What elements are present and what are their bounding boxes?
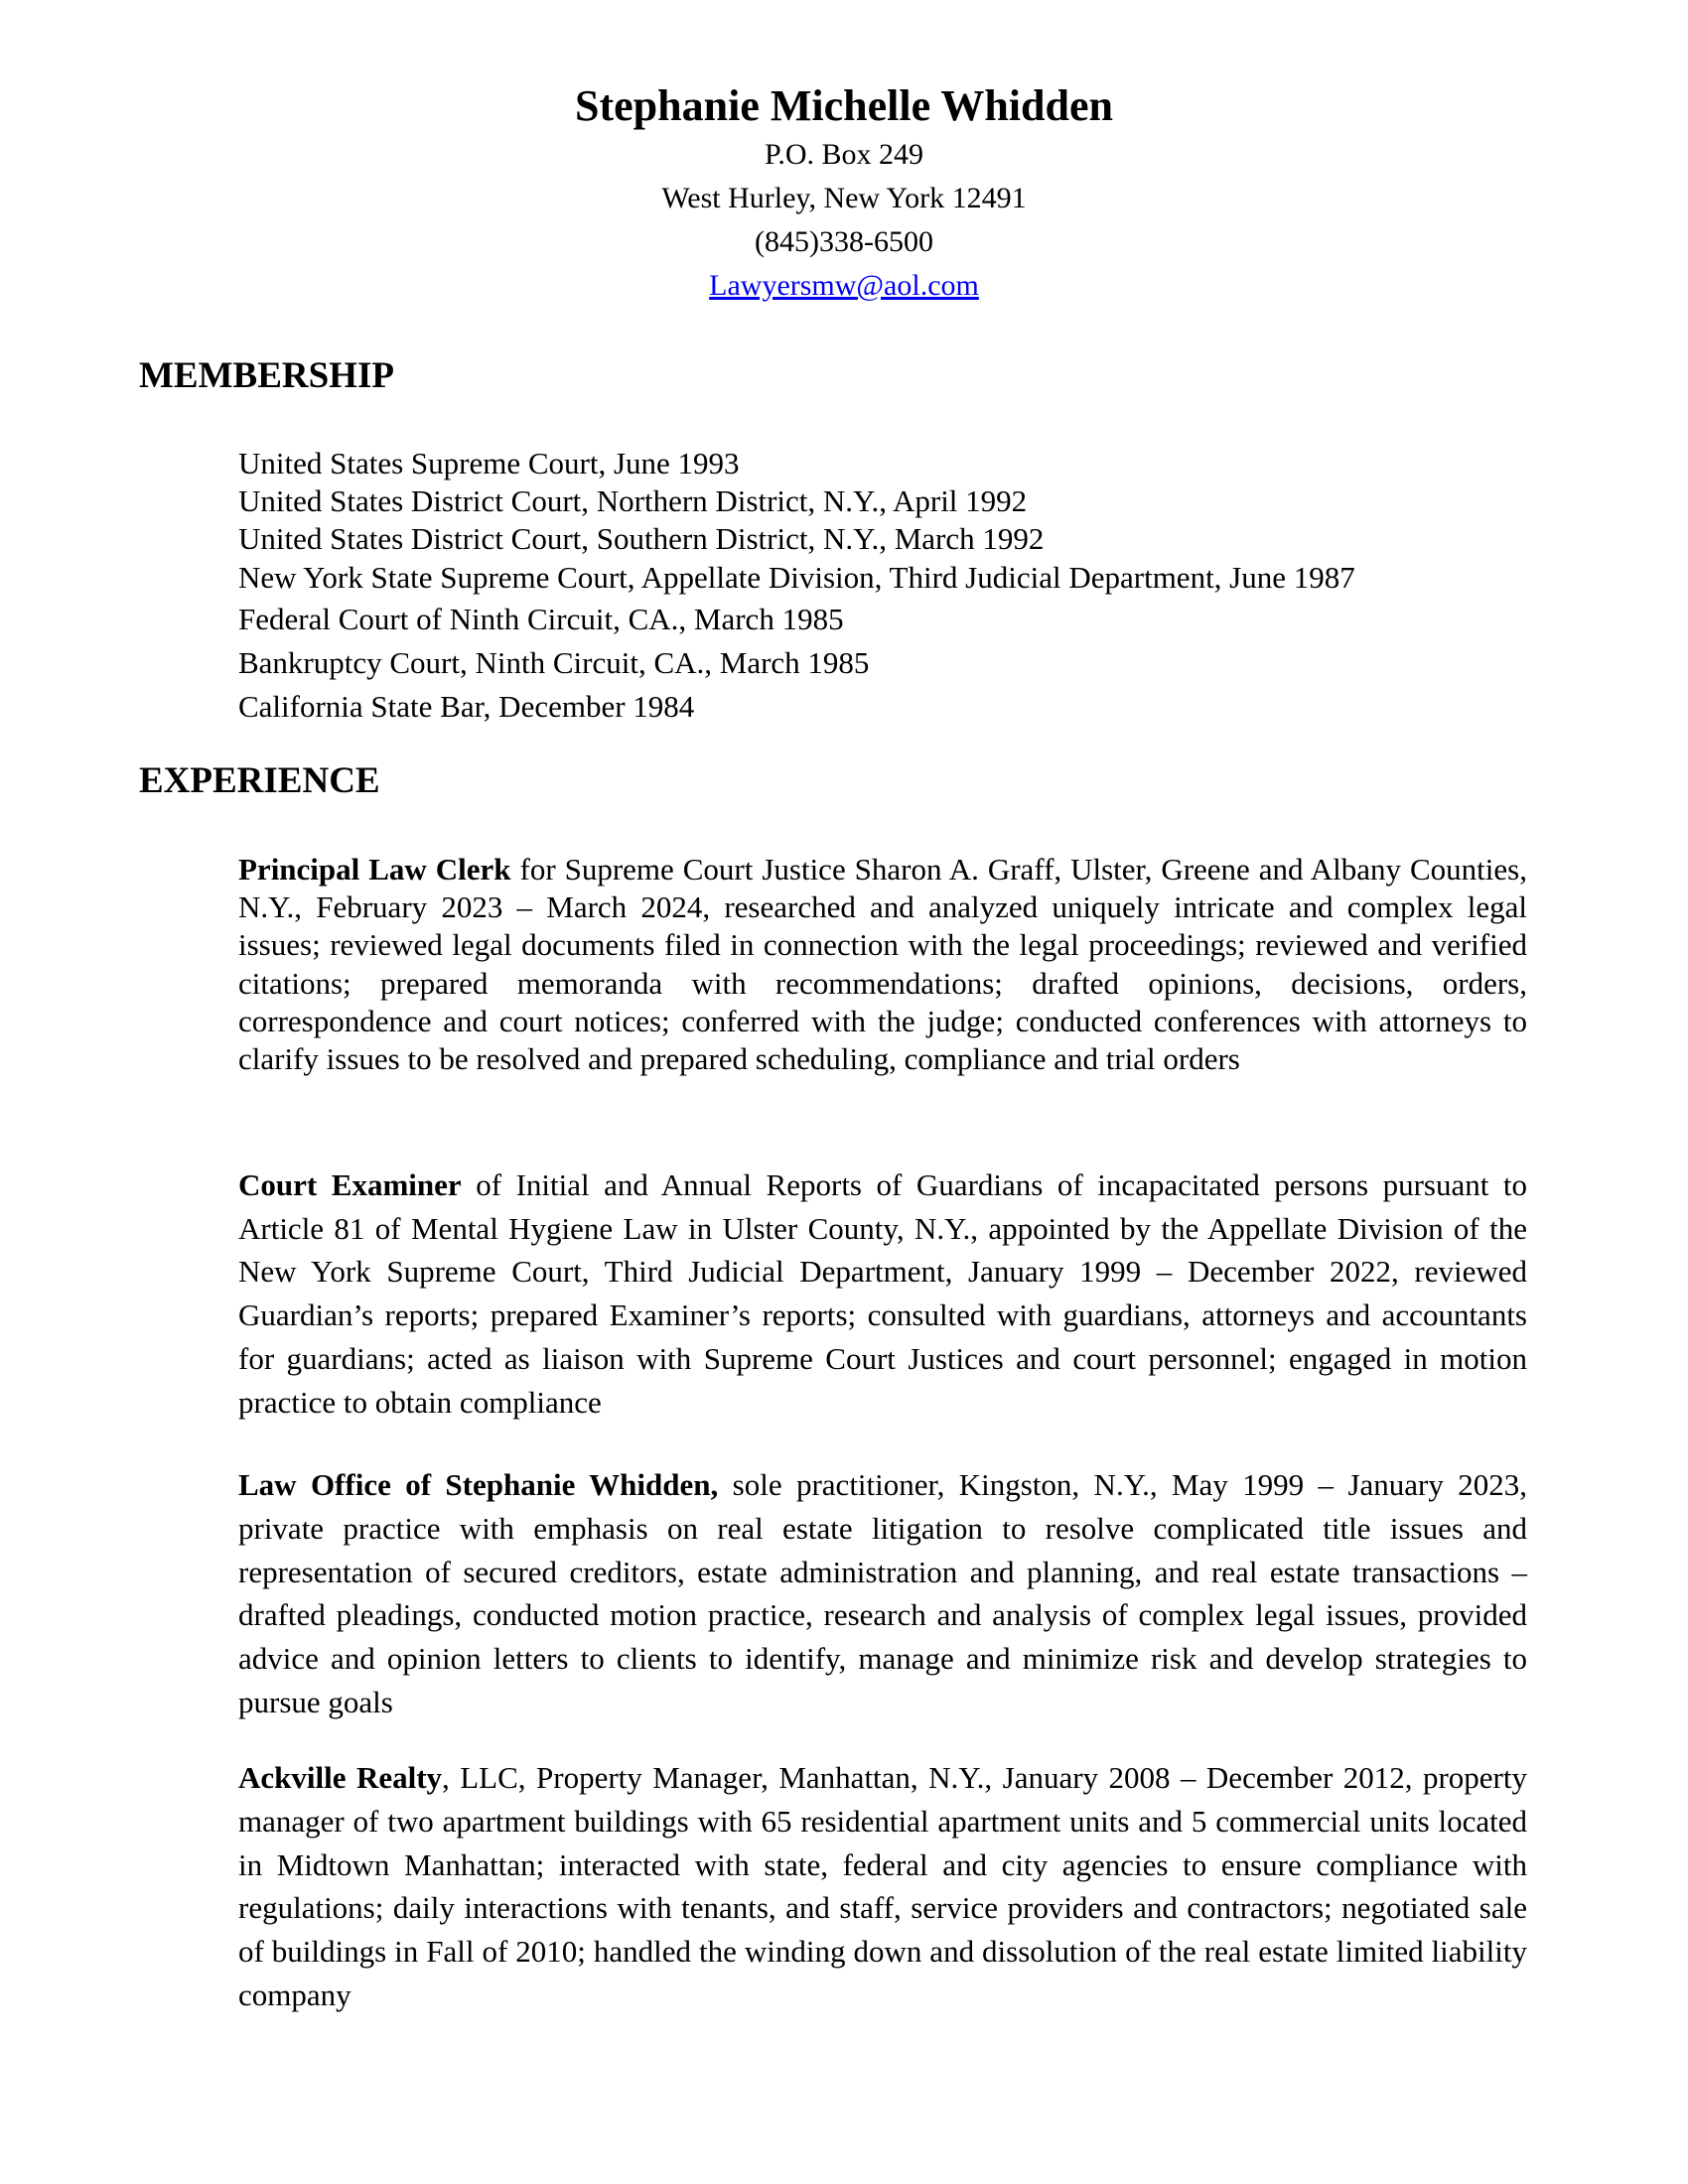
experience-entry-text: , LLC, Property Manager, Manhattan, N.Y., January 2008 – December 2012, property manager of two apartment buildings with 65 residential apartment units and 5 commercial units located in Midtown Manhattan; interacted with state, federal and city agencies to ensure compliance with regulations; daily interactions with tenants, and staff, service providers and contractors; negotiated sale of buildings in Fall of 2010; handled the winding down and dissolution of the real estate limited liability company [238,1760,1527,2012]
membership-item: California State Bar, December 1984 [238,689,695,724]
email-link[interactable]: Lawyersmw@aol.com [709,269,979,302]
experience-entry-ackville-realty [238,1756,1527,2017]
experience-entry-law-clerk [238,851,1527,1078]
membership-list [238,445,1529,729]
experience-entry-heading: Court Examiner [238,1167,462,1202]
person-name: Stephanie Michelle Whidden [575,81,1113,130]
membership-item: United States Supreme Court, June 1993 [238,446,740,480]
experience-entry-text: sole practitioner, Kingston, N.Y., May 1999 – January 2023, private practice with emphasis on real estate litigation to resolve complicated title issues and representation of secured creditors, estate administration and planning, and real estate transactions – drafted pleadings, conducted motion practice, research and analysis of complex legal issues, provided advice and opinion letters to clients to identify, manage and minimize risk and develop strategies to pursue goals [238,1467,1527,1719]
experience-entry-text: of Initial and Annual Reports of Guardians of incapacitated persons pursuant to Article 81 of Mental Hygiene Law in Ulster County, N.Y., appointed by the Appellate Division of the New York Supreme Court, Third Judicial Department, January 1999 – December 2022, reviewed Guardian’s reports; prepared Examiner’s reports; consulted with guardians, attorneys and accountants for guardians; acted as liaison with Supreme Court Justices and court personnel; engaged in motion practice to obtain compliance [238,1167,1527,1420]
experience-entry-heading: Principal Law Clerk [238,852,511,887]
experience-entry-text: for Supreme Court Justice Sharon A. Graff, Ulster, Greene and Albany Counties, N.Y., February 2023 – March 2024, researched and analyzed uniquely intricate and complex legal issues; reviewed legal documents filed in connection with the legal proceedings; reviewed and verified citations; prepared memoranda with recommendations; drafted opinions, decisions, orders, correspondence and court notices; conferred with the judge; conducted conferences with attorneys to clarify issues to be resolved and prepared scheduling, compliance and trial orders [238,852,1527,1077]
membership-item: Federal Court of Ninth Circuit, CA., March 1985 [238,602,844,636]
experience-entry-heading: Law Office of Stephanie Whidden, [238,1467,719,1502]
membership-item: United States District Court, Northern District, N.Y., April 1992 [238,483,1028,518]
experience-entry-court-examiner [238,1163,1527,1424]
experience-entry-heading: Ackville Realty [238,1760,443,1795]
membership-item: New York State Supreme Court, Appellate Division, Third Judicial Department, June 1987 [238,560,1355,595]
address-line-2: West Hurley, New York 12491 [661,182,1027,214]
membership-item: United States District Court, Southern District, N.Y., March 1992 [238,521,1045,556]
membership-heading: MEMBERSHIP [139,355,394,396]
phone-number: (845)338-6500 [755,225,933,258]
membership-item: Bankruptcy Court, Ninth Circuit, CA., March 1985 [238,645,870,680]
experience-entry-law-office [238,1463,1527,1724]
address-line-1: P.O. Box 249 [764,138,924,171]
contact-header [0,79,1688,308]
experience-heading: EXPERIENCE [139,760,380,801]
